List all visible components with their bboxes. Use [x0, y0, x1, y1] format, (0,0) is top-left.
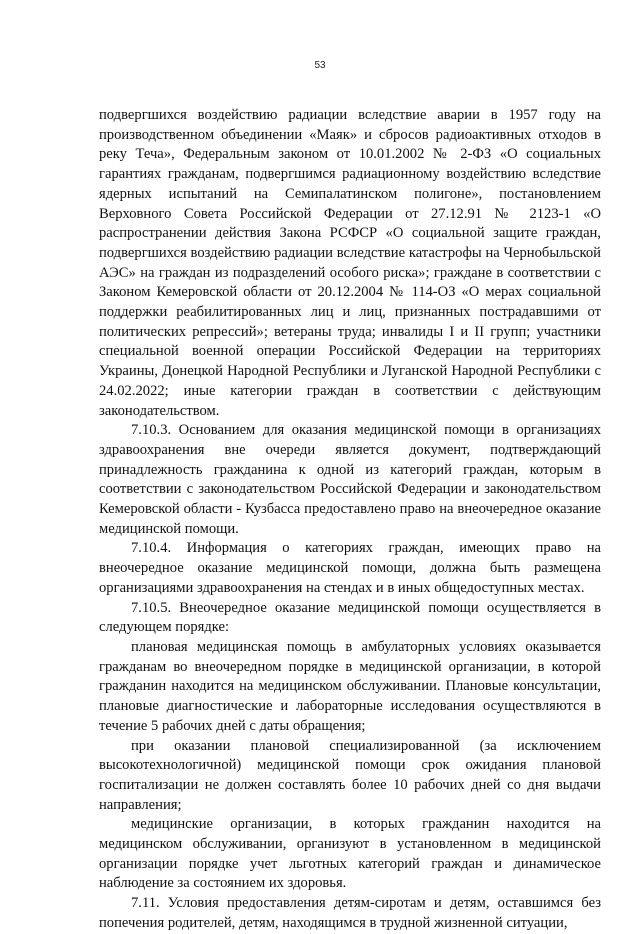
paragraph-7-10-3: 7.10.3. Основанием для оказания медицинской помощи в организациях здравоохранения вне очереди является документ, подтверждающий принадлежность гражданина к одной из категорий граждан, которым в соответствии с законодательством Российской Федерации и законодательством Кемеровской области - Кузбасса предоставлено право на внеочередное оказание медицинской помощи.	[99, 422, 601, 537]
paragraph-medical-organizations: медицинские организации, в которых гражданин находится на медицинском обслуживании, организуют в установленном в медицинской организации порядке учет льготных категорий граждан и динамическое наблюдение за состоянием их здоровья.	[99, 816, 601, 892]
page-number: 53	[314, 60, 326, 71]
paragraph-7-10-5: 7.10.5. Внеочередное оказание медицинской помощи осуществляется в следующем порядке:	[99, 599, 601, 636]
paragraph-7-11: 7.11. Условия предоставления детям-сиротам и детям, оставшимся без попечения родителей, детям, находящимся в трудной жизненной ситуации,	[99, 895, 601, 931]
paragraph-specialized-care: при оказании плановой специализированной (за исключением высокотехнологичной) медицинской помощи срок ожидания плановой госпитализации не должен составлять более 10 рабочих дней со дня выдачи направления;	[99, 737, 601, 813]
paragraph-7-10-4: 7.10.4. Информация о категориях граждан, имеющих право на внеочередное оказание медицинской помощи, должна быть размещена организациями здравоохранения на стендах и в иных общедоступных местах.	[99, 540, 601, 596]
paragraph-outpatient-care: плановая медицинская помощь в амбулаторных условиях оказывается гражданам во внеочередном порядке в медицинской организации, в которой гражданин находится на медицинском обслуживании. Плановые консультации, плановые диагностические и лабораторные исследования осуществляются в течение 5 рабочих дней с даты обращения;	[99, 638, 601, 734]
paragraph-continuation: подвергшихся воздействию радиации вследствие аварии в 1957 году на производственном объединении «Маяк» и сбросов радиоактивных отходов в реку Теча», Федеральным законом от 10.01.2002 № 2-ФЗ «О социальных гарантиях гражданам, подвергшимся радиационному воздействию вследствие ядерных испытаний на Семипалатинском полигоне», постановлением Верховного Совета Российской Федерации от 27.12.91 № 2123-1 «О распространении действия Закона РСФСР «О социальной защите граждан, подвергшихся воздействию радиации вследствие катастрофы на Чернобыльской АЭС» на граждан из подразделений особого риска»; граждане в соответствии с Законом Кемеровской области от 20.12.2004 № 114-ОЗ «О мерах социальной поддержки реабилитированных лиц и лиц, признанных пострадавшими от политических репрессий»; ветераны труда; инвалиды I и II групп; участники специальной военной операции Российской Федерации на территориях Украины, Донецкой Народной Республики и Луганской Народной Республики с 24.02.2022; иные категории граждан в соответствии с действующим законодательством.	[99, 107, 601, 419]
document-body	[99, 106, 601, 934]
